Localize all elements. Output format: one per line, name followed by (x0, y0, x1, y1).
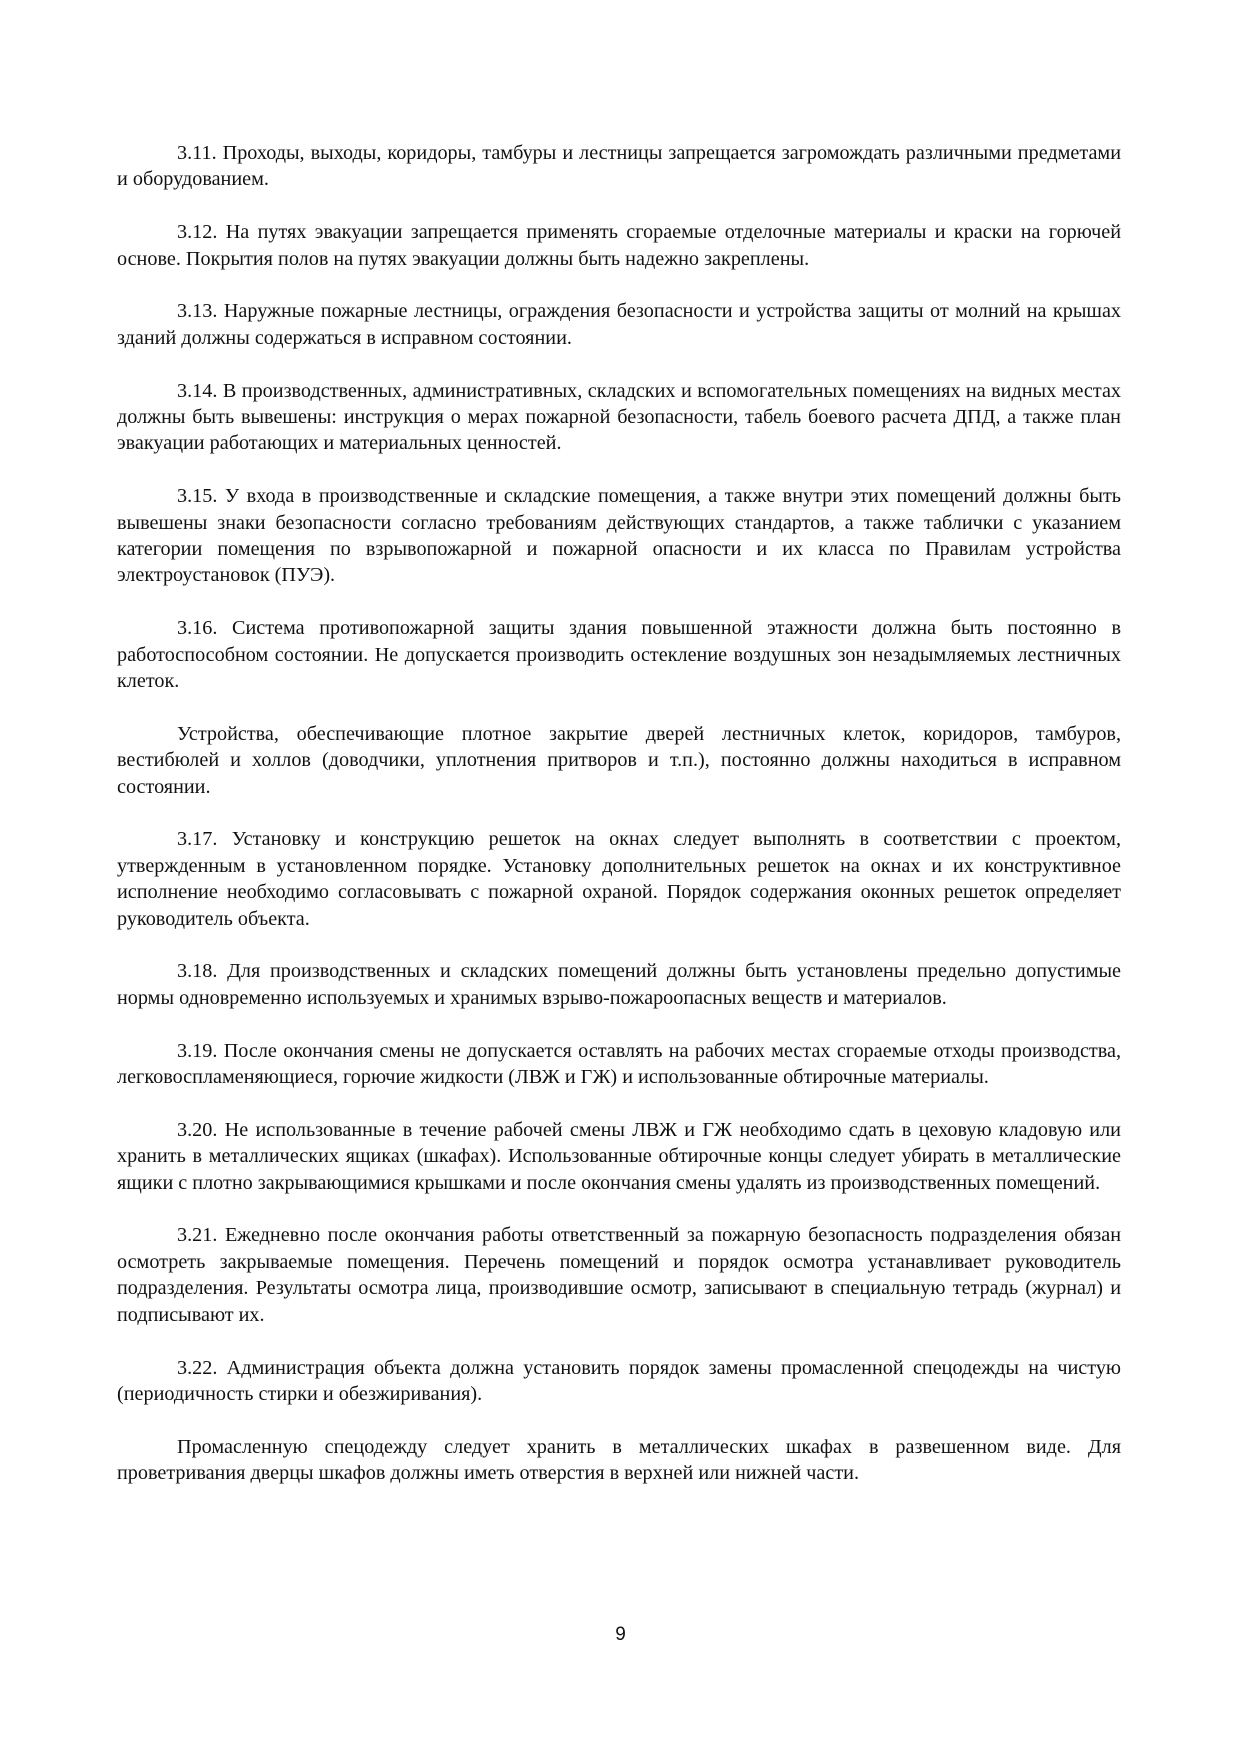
paragraph-3-12: 3.12. На путях эвакуации запрещается применять сгораемые отделочные материалы и краски на горючей основе. Покрытия полов на путях эвакуации должны быть надежно закреплены. (117, 221, 1121, 270)
paragraph-3-16: 3.16. Система противопожарной защиты здания повышенной этажности должна быть постоянно в работоспособном состоянии. Не допускается производить остекление воздушных зон незадымляемых лестничных клеток. (117, 617, 1121, 693)
paragraph-3-18: 3.18. Для производственных и складских помещений должны быть установлены предельно допустимые нормы одновременно используемых и хранимых взрыво-пожароопасных веществ и материалов. (117, 960, 1121, 1009)
paragraph-3-16-continued: Устройства, обеспечивающие плотное закрытие дверей лестничных клеток, коридоров, тамбуров, вестибюлей и холлов (доводчики, уплотнения притворов и т.п.), постоянно должны находиться в исправном состоянии. (117, 722, 1121, 798)
paragraph-3-14: 3.14. В производственных, административных, складских и вспомогательных помещениях на видных местах должны быть вывешены: инструкция о мерах пожарной безопасности, табель боевого расчета ДПД, а также план эвакуации работающих и материальных ценностей. (117, 379, 1121, 455)
page-number: 9 (615, 1624, 626, 1645)
paragraph-3-17: 3.17. Установку и конструкцию решеток на окнах следует выполнять в соответствии с проектом, утвержденным в установленном порядке. Установку дополнительных решеток на окнах и их конструктивное исполнение необходимо согласовывать с пожарной охраной. Порядок содержания оконных решеток определяет руководитель объекта. (117, 828, 1121, 930)
paragraph-3-13: 3.13. Наружные пожарные лестницы, ограждения безопасности и устройства защиты от молний на крышах зданий должны содержаться в исправном состоянии. (117, 300, 1121, 349)
paragraph-3-22: 3.22. Администрация объекта должна установить порядок замены промасленной спецодежды на чистую (периодичность стирки и обезжиривания). (117, 1356, 1121, 1405)
paragraph-3-22-continued: Промасленную спецодежду следует хранить в металлических шкафах в развешенном виде. Для проветривания дверцы шкафов должны иметь отверстия в верхней или нижней части. (117, 1435, 1121, 1485)
paragraph-3-21: 3.21. Ежедневно после окончания работы ответственный за пожарную безопасность подразделения обязан осмотреть закрываемые помещения. Перечень помещений и порядок осмотра устанавливает руководитель подразделения. Результаты осмотра лица, производившие осмотр, записывают в специальную тетрадь (журнал) и подписывают их. (117, 1224, 1121, 1326)
paragraph-3-15: 3.15. У входа в производственные и складские помещения, а также внутри этих помещений должны быть вывешены знаки безопасности согласно требованиям действующих стандартов, а также таблички с указанием категории помещения по взрывопожарной и пожарной опасности и их класса по Правилам устройства электроустановок (ПУЭ). (117, 485, 1121, 587)
document-body (117, 140, 1121, 1487)
paragraph-3-20: 3.20. Не использованные в течение рабочей смены ЛВЖ и ГЖ необходимо сдать в цеховую кладовую или хранить в металлических ящиках (шкафах). Использованные обтирочные концы следует убирать в металлические ящики с плотно закрывающимися крышками и после окончания смены удалять из производственных помещений. (117, 1118, 1121, 1194)
paragraph-3-11: 3.11. Проходы, выходы, коридоры, тамбуры и лестницы запрещается загромождать различными предметами и оборудованием. (117, 142, 1121, 191)
paragraph-3-19: 3.19. После окончания смены не допускается оставлять на рабочих местах сгораемые отходы производства, легковоспламеняющиеся, горючие жидкости (ЛВЖ и ГЖ) и использованные обтирочные материалы. (117, 1039, 1121, 1089)
